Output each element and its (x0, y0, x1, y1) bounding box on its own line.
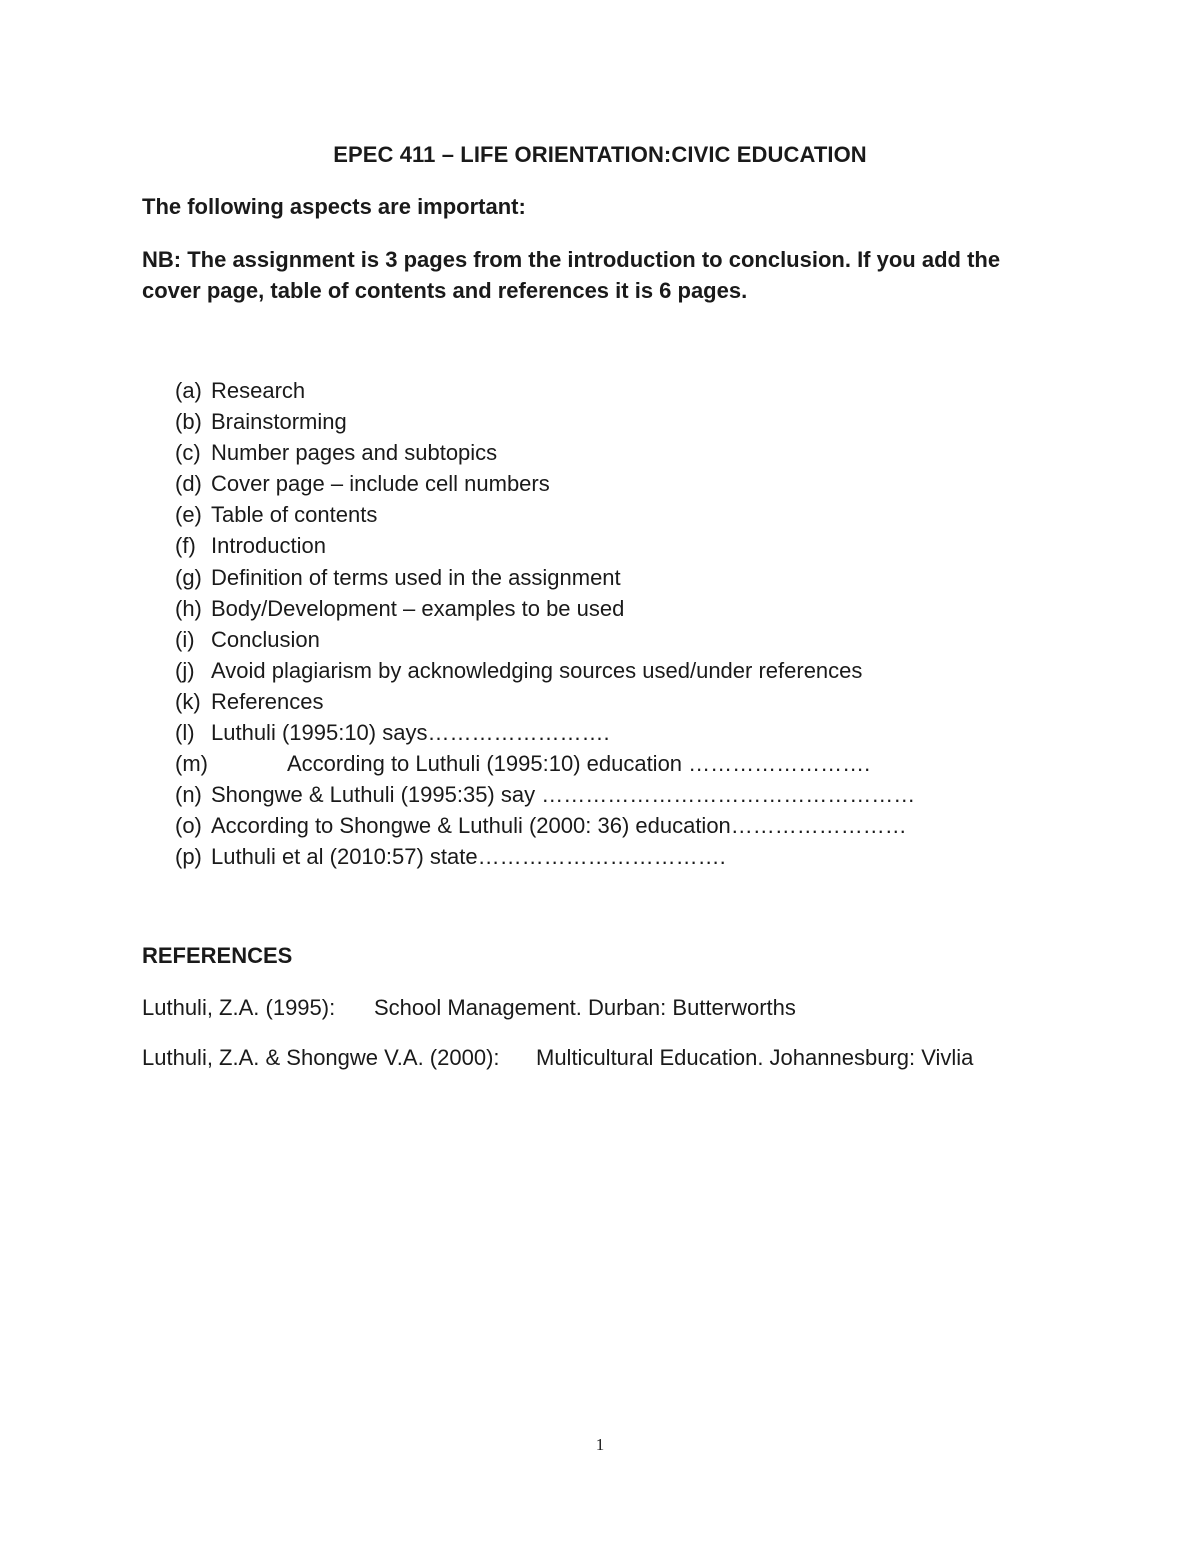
list-item (175, 841, 915, 872)
list-item (175, 468, 915, 499)
page-number: 1 (595, 1435, 605, 1454)
list-item (175, 810, 915, 841)
list-item-text: Cover page – include cell numbers (211, 471, 550, 497)
list-marker: (f) (175, 533, 196, 559)
list-item-text: Number pages and subtopics (211, 440, 498, 466)
list-marker: (g) (175, 564, 202, 590)
list-item-text: Conclusion (211, 626, 320, 652)
list-marker: (k) (175, 688, 201, 714)
list-item-text: Research (211, 378, 306, 403)
list-item (175, 530, 915, 561)
list-item-text: Body/Development – examples to be used (211, 595, 625, 621)
list-marker: (m) (175, 751, 208, 777)
list-marker: (i) (175, 626, 195, 652)
list-item-text: Avoid plagiarism by acknowledging sources used/under references (211, 657, 863, 683)
list-item (175, 748, 915, 779)
list-marker: (h) (175, 595, 202, 621)
reference-entry (142, 995, 796, 1021)
list-marker: (a) (175, 378, 202, 403)
list-item (175, 686, 915, 717)
list-marker: (p) (175, 844, 202, 870)
list-item-text: According to Shongwe & Luthuli (2000: 36) education…………………… (211, 813, 907, 839)
reference-text: School Management. Durban: Butterworths (374, 995, 796, 1020)
reference-citation: Luthuli, Z.A. (1995): (142, 995, 336, 1020)
reference-entry (142, 1045, 973, 1071)
list-item-text: Shongwe & Luthuli (1995:35) say …………………………………………… (211, 782, 916, 808)
list-item (175, 375, 915, 406)
list-item (175, 406, 915, 437)
list-item-text: Brainstorming (211, 409, 347, 435)
list-item-text: Luthuli et al (2010:57) state……………………………. (211, 844, 726, 870)
list-item (175, 779, 915, 810)
list-marker: (e) (175, 502, 202, 528)
list-item (175, 624, 915, 655)
list-item-text: Luthuli (1995:10) says……………………. (211, 720, 610, 746)
list-item (175, 593, 915, 624)
list-item-text: Introduction (211, 533, 326, 559)
list-item (175, 717, 915, 748)
list-item-text: Definition of terms used in the assignment (211, 564, 621, 590)
list-marker: (c) (175, 440, 201, 466)
reference-citation: Luthuli, Z.A. & Shongwe V.A. (2000): (142, 1045, 500, 1070)
references-heading: REFERENCES (142, 943, 293, 968)
list-item (175, 437, 915, 468)
list-item-text: According to Luthuli (1995:10) education ……………………. (287, 751, 871, 777)
list-item-text: Table of contents (211, 502, 378, 528)
list-marker: (b) (175, 409, 202, 435)
list-marker: (o) (175, 813, 202, 839)
aspects-list (175, 375, 915, 873)
list-marker: (n) (175, 782, 202, 808)
list-item (175, 499, 915, 530)
list-item (175, 562, 915, 593)
list-marker: (j) (175, 657, 195, 683)
aspects-subheading: The following aspects are important: (142, 194, 526, 219)
list-marker: (d) (175, 471, 202, 497)
list-item-text: References (211, 688, 324, 714)
document-title: EPEC 411 – LIFE ORIENTATION:CIVIC EDUCATION (333, 142, 867, 167)
list-item (175, 655, 915, 686)
list-marker: (l) (175, 720, 195, 746)
reference-text: Multicultural Education. Johannesburg: Vivlia (536, 1045, 974, 1070)
assignment-note: NB: The assignment is 3 pages from the introduction to conclusion. If you add the cover page, table of contents and references it is 6 pages. (142, 247, 1001, 303)
